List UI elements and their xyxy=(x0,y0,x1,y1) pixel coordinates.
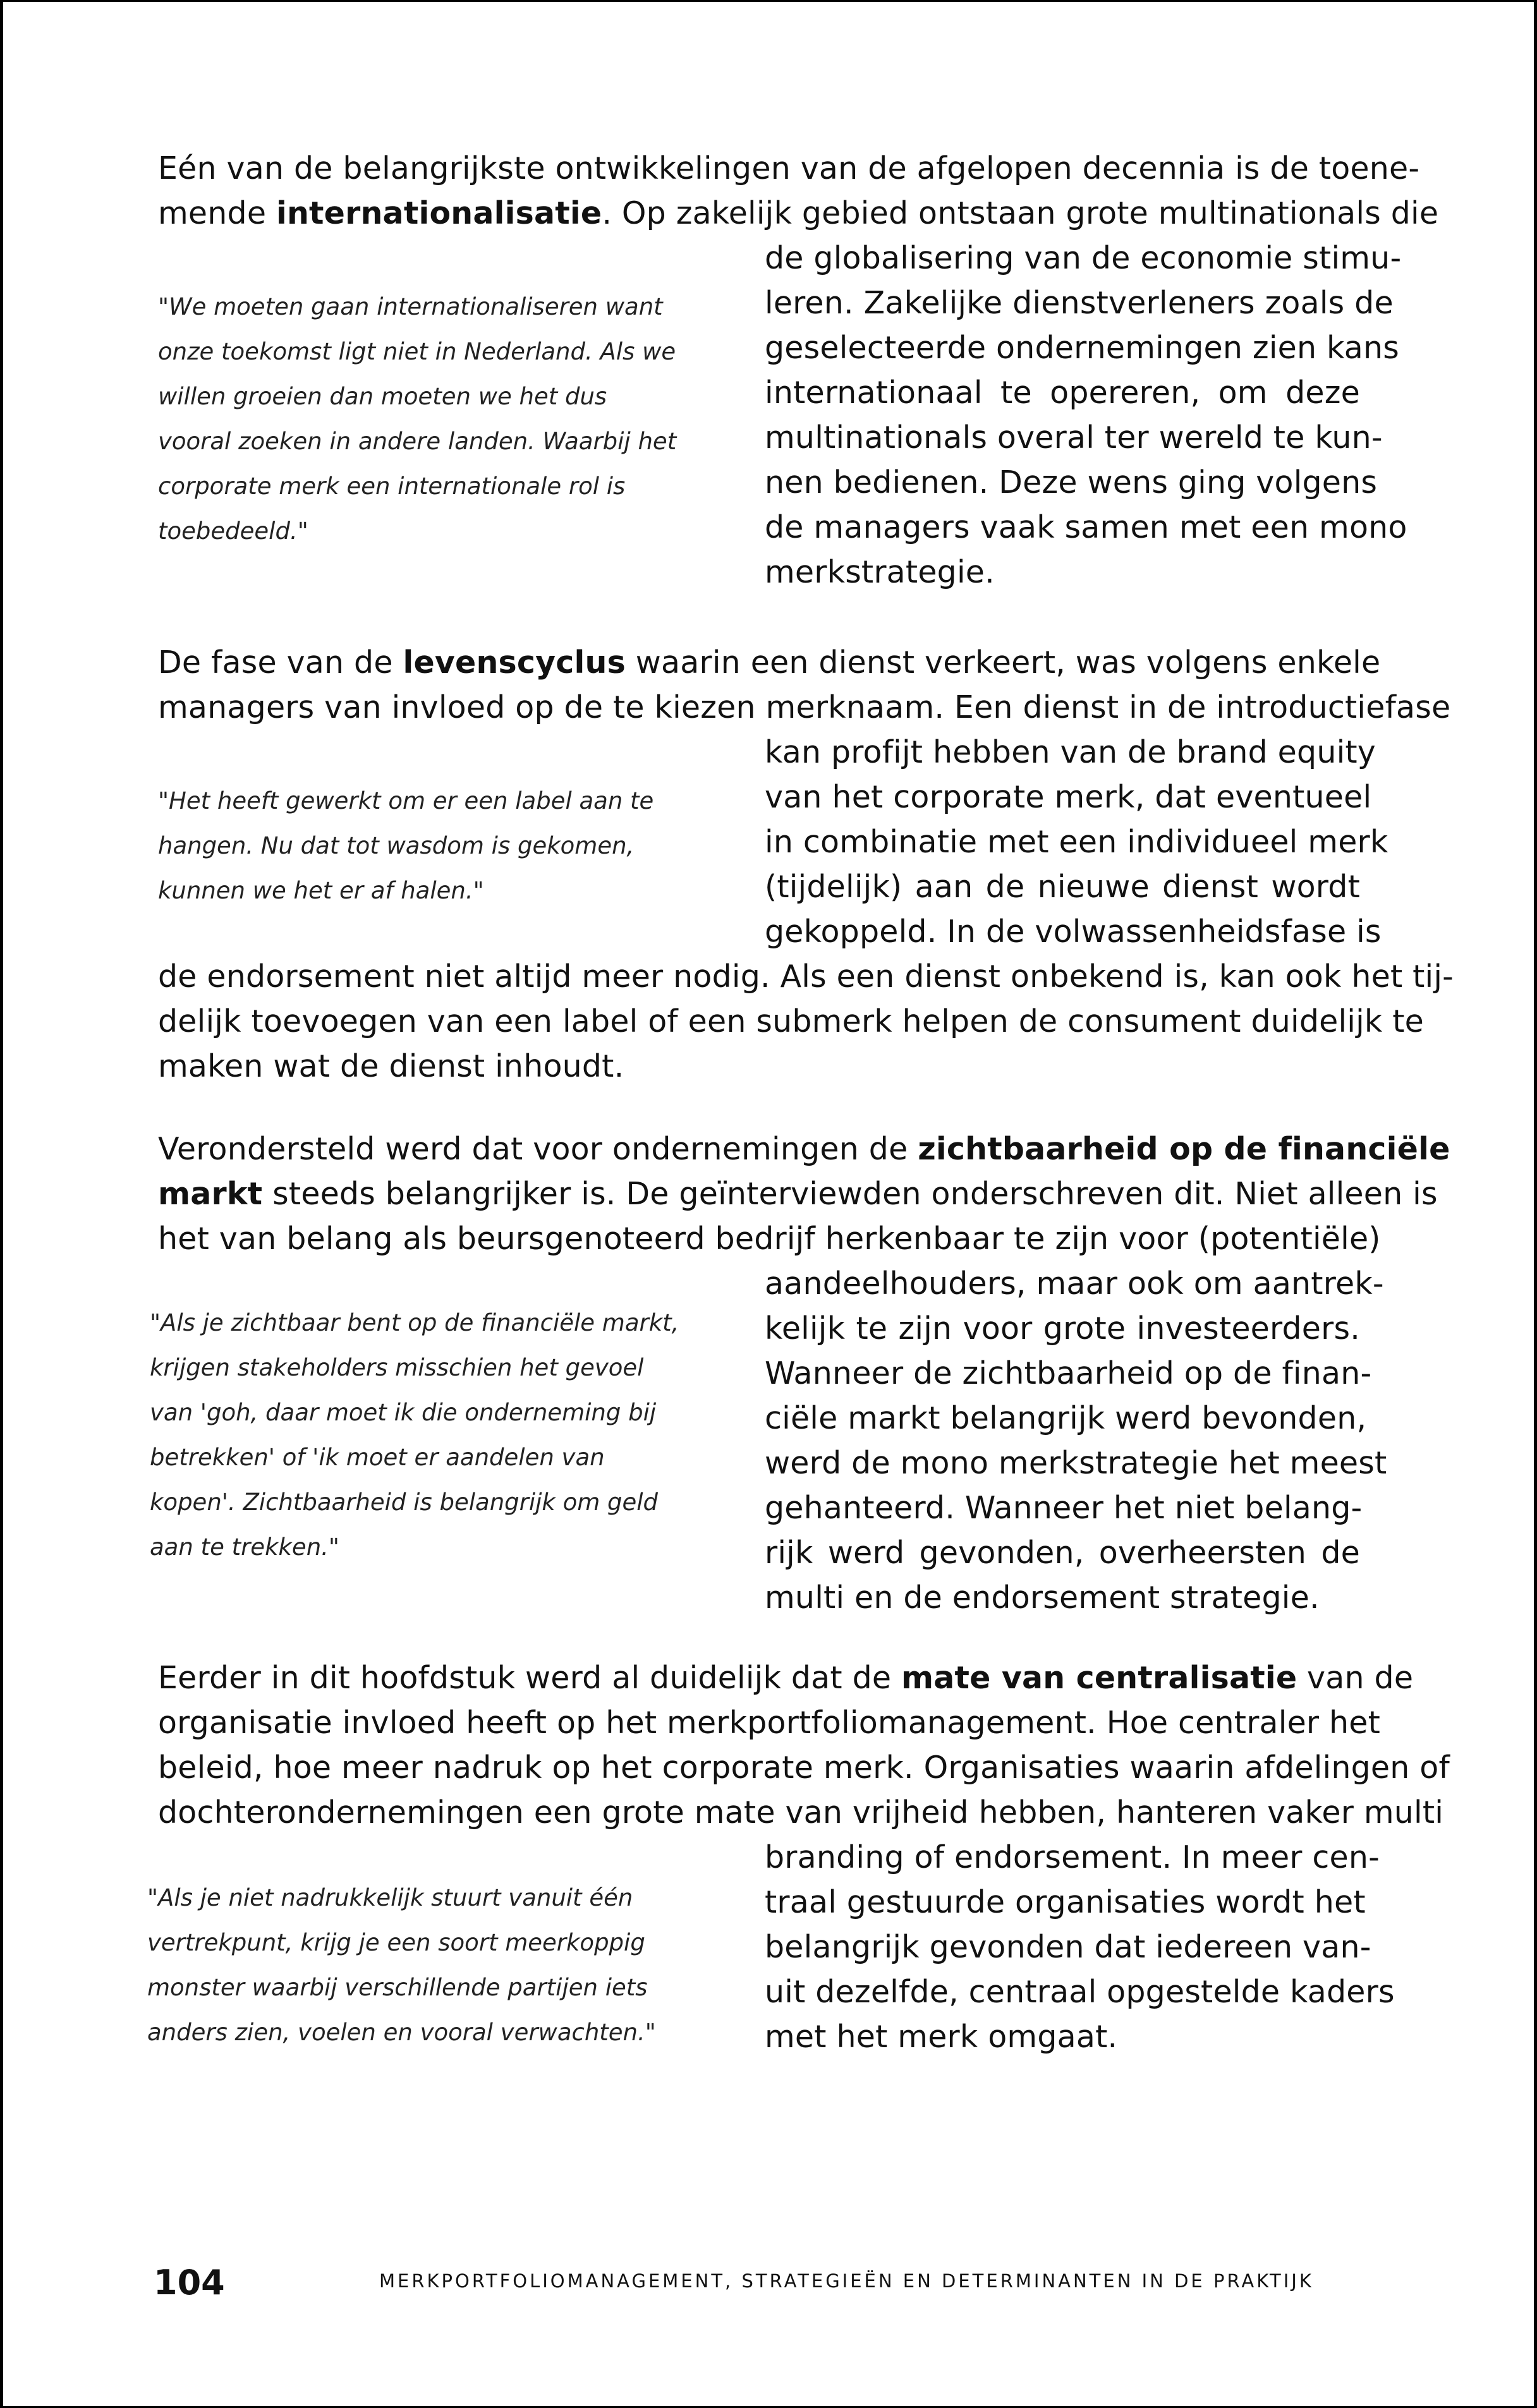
body-line xyxy=(158,1745,1450,1790)
column-line: multinationals overal ter wereld te kun- xyxy=(765,420,1383,456)
body-line xyxy=(158,1171,1438,1216)
column-line: gehanteerd. Wanneer het niet belang- xyxy=(765,1490,1363,1526)
keyword-centralisatie: mate van centralisatie xyxy=(901,1660,1297,1696)
column-line: leren. Zakelijke dienstverleners zoals de xyxy=(765,285,1394,321)
column-line: nen bedienen. Deze wens ging volgens xyxy=(765,464,1378,500)
column-line: Wanneer de zichtbaarheid op de finan- xyxy=(765,1355,1372,1391)
body-line xyxy=(158,1700,1381,1745)
page-number: 104 xyxy=(154,2263,225,2302)
quote-line: aan te trekken." xyxy=(150,1534,339,1561)
text-run: . Op zakelijk gebied ontstaan grote multinationals die xyxy=(602,195,1439,231)
column-line: ciële markt belangrijk werd bevonden, xyxy=(765,1400,1367,1436)
quote-line: "We moeten gaan internationaliseren want xyxy=(158,293,663,320)
body-line xyxy=(158,685,1451,730)
body-line xyxy=(158,640,1381,685)
quote-line: hangen. Nu dat tot wasdom is gekomen, xyxy=(158,832,635,859)
column-line: (tijdelijk) aan de nieuwe dienst wordt xyxy=(765,869,1360,905)
column-line: branding of endorsement. In meer cen- xyxy=(765,1839,1380,1875)
column-line: kelijk te zijn voor grote investeerders. xyxy=(765,1310,1360,1346)
text-run: organisatie invloed heeft op het merkportfoliomanagement. Hoe centraler het xyxy=(158,1705,1381,1741)
text-run: Verondersteld werd dat voor ondernemingen de xyxy=(158,1131,918,1167)
column-line: kan profijt hebben van de brand equity xyxy=(765,734,1376,770)
column-line: internationaal te opereren, om deze xyxy=(765,375,1360,411)
quote-line: vooral zoeken in andere landen. Waarbij het xyxy=(158,428,677,455)
running-title: MERKPORTFOLIOMANAGEMENT, STRATEGIEËN EN DETERMINANTEN IN DE PRAKTIJK xyxy=(379,2270,1314,2292)
body-line: de endorsement niet altijd meer nodig. Als een dienst onbekend is, kan ook het tij- xyxy=(158,959,1454,995)
body-line xyxy=(158,1790,1444,1835)
text-run: beleid, hoe meer nadruk op het corporate merk. Organisaties waarin afdelingen of xyxy=(158,1750,1450,1786)
body-line xyxy=(158,1216,1381,1261)
keyword-internationalisatie: internationalisatie xyxy=(276,195,602,231)
column-line: merkstrategie. xyxy=(765,554,995,590)
body-line: delijk toevoegen van een label of een submerk helpen de consument duidelijk te xyxy=(158,1003,1425,1039)
quote-line: vertrekpunt, krijg je een soort meerkoppig xyxy=(147,1929,645,1956)
column-line: met het merk omgaat. xyxy=(765,2019,1118,2055)
body-line xyxy=(158,191,1439,236)
quote-line: toebedeeld." xyxy=(158,517,308,545)
quote-line: kopen'. Zichtbaarheid is belangrijk om geld xyxy=(150,1489,659,1516)
quote-line: betrekken' of 'ik moet er aandelen van xyxy=(150,1444,605,1471)
text-run: Eerder in dit hoofdstuk werd al duidelijk dat de xyxy=(158,1660,901,1696)
quote-line: kunnen we het er af halen." xyxy=(158,877,484,904)
text-run: waarin een dienst verkeert, was volgens enkele xyxy=(626,644,1381,681)
quote-line: "Als je zichtbaar bent op de financiële markt, xyxy=(150,1309,679,1336)
column-line: multi en de endorsement strategie. xyxy=(765,1580,1320,1616)
column-line: gekoppeld. In de volwassenheidsfase is xyxy=(765,914,1382,950)
text-run: Eén van de belangrijkste ontwikkelingen van de afgelopen decennia is de toene- xyxy=(158,150,1420,186)
quote-line: anders zien, voelen en vooral verwachten." xyxy=(147,2019,656,2046)
quote-line: willen groeien dan moeten we het dus xyxy=(158,383,607,410)
text-run: mende xyxy=(158,195,276,231)
text-run: dochterondernemingen een grote mate van vrijheid hebben, hanteren vaker multi xyxy=(158,1794,1444,1830)
column-line: werd de mono merkstrategie het meest xyxy=(765,1445,1387,1481)
column-line: van het corporate merk, dat eventueel xyxy=(765,779,1372,815)
body-line xyxy=(158,1655,1414,1700)
column-line: belangrijk gevonden dat iedereen van- xyxy=(765,1929,1371,1965)
quote-line: monster waarbij verschillende partijen iets xyxy=(147,1974,648,2001)
text-run: managers van invloed op de te kiezen merknaam. Een dienst in de introductiefase xyxy=(158,689,1451,725)
column-line: aandeelhouders, maar ook om aantrek- xyxy=(765,1266,1384,1302)
quote-line: van 'goh, daar moet ik die onderneming bij xyxy=(150,1399,657,1426)
body-line: maken wat de dienst inhoudt. xyxy=(158,1048,624,1084)
keyword-levenscyclus: levenscyclus xyxy=(403,644,626,681)
text-run: van de xyxy=(1297,1660,1414,1696)
text-run: De fase van de xyxy=(158,644,403,681)
keyword-zichtbaarheid: zichtbaarheid op de financiële xyxy=(918,1131,1450,1167)
column-line: in combinatie met een individueel merk xyxy=(765,824,1388,860)
column-line: geselecteerde ondernemingen zien kans xyxy=(765,330,1399,366)
body-line xyxy=(158,146,1420,191)
body-line xyxy=(158,1127,1450,1171)
text-run: het van belang als beursgenoteerd bedrijf herkenbaar te zijn voor (potentiële) xyxy=(158,1221,1381,1257)
keyword-markt: markt xyxy=(158,1176,263,1212)
quote-line: "Het heeft gewerkt om er een label aan te xyxy=(158,787,654,814)
quote-line: corporate merk een internationale rol is xyxy=(158,473,626,500)
quote-line: krijgen stakeholders misschien het gevoel xyxy=(150,1354,644,1381)
column-line: rijk werd gevonden, overheersten de xyxy=(765,1535,1360,1571)
column-line: de managers vaak samen met een mono xyxy=(765,509,1407,545)
column-line: de globalisering van de economie stimu- xyxy=(765,240,1402,276)
quote-line: onze toekomst ligt niet in Nederland. Als we xyxy=(158,338,676,365)
column-line: traal gestuurde organisaties wordt het xyxy=(765,1884,1366,1920)
text-run: steeds belangrijker is. De geïnterviewden onderschreven dit. Niet alleen is xyxy=(262,1176,1438,1212)
column-line: uit dezelfde, centraal opgestelde kaders xyxy=(765,1974,1395,2010)
quote-line: "Als je niet nadrukkelijk stuurt vanuit één xyxy=(147,1884,633,1911)
